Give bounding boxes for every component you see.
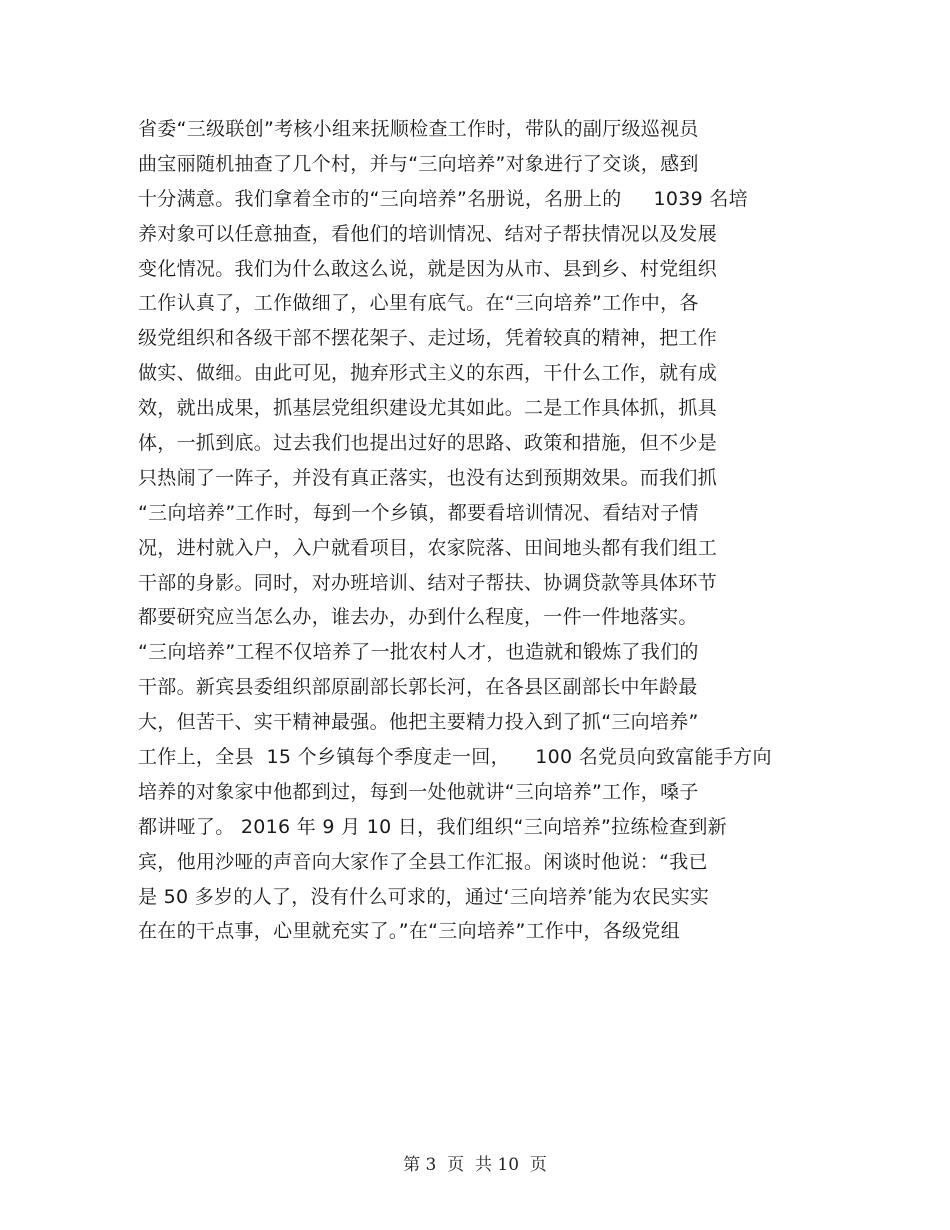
text-line: 养对象可以任意抽查，看他们的培训情况、结对子帮扶情况以及发展 [138,222,718,245]
text-line: 级党组织和各级干部不摆花架子、走过场，凭着较真的精神，把工作 [138,327,718,350]
text-line: “三向培养”工作时，每到一个乡镇，都要看培训情况、看结对子情 [138,501,699,524]
text-line: “三向培养”工程不仅培养了一批农村人才，也造就和锻炼了我们的 [138,641,699,664]
text-line: 宾，他用沙哑的声音向大家作了全县工作汇报。闲谈时他说：“我已 [138,850,708,873]
text-line: 效，就出成果，抓基层党组织建设尤其如此。二是工作具体抓，抓具 [138,397,718,420]
text-line: 做实、做细。由此可见，抛弃形式主义的东西，干什么工作，就有成 [138,362,718,385]
text-line: 工作认真了，工作做细了，心里有底气。在“三向培养”工作中，各 [138,292,699,315]
text-line: 干部的身影。同时，对办班培训、结对子帮扶、协调贷款等具体环节 [138,571,718,594]
page-number-footer: 第 3 页 共 10 页 [403,1155,547,1175]
text-line: 大，但苦干、实干精神最强。他把主要精力投入到了抓“三向培养” [138,711,699,734]
text-line: 况，进村就入户，入户就看项目，农家院落、田间地头都有我们组工 [138,536,718,559]
text-line: 培养的对象家中他都到过，每到一处他就讲“三向培养”工作，嗓子 [138,780,699,803]
text-line: 是 50 多岁的人了，没有什么可求的，通过‘三向培养’能为农民实实 [138,885,710,908]
text-line: 在在的干点事，心里就充实了。”在“三向培养”工作中，各级党组 [138,920,681,943]
text-line: 都讲哑了。 2016 年 9 月 10 日，我们组织“三向培养”拉练检查到新 [138,815,727,838]
body-text [138,112,858,949]
text-line: 省委“三级联创”考核小组来抚顺检查工作时，带队的副厅级巡视员 [138,118,699,140]
text-line: 曲宝丽随机抽查了几个村，并与“三向培养”对象进行了交谈，感到 [138,152,699,175]
text-line: 工作上，全县 15 个乡镇每个季度走一回， 100 名党员向致富能手方向 [138,746,772,769]
text-line: 体，一抓到底。过去我们也提出过好的思路、政策和措施，但不少是 [138,432,718,455]
text-line: 只热闹了一阵子，并没有真正落实，也没有达到预期效果。而我们抓 [138,466,718,489]
text-line: 都要研究应当怎么办，谁去办，办到什么程度，一件一件地落实。 [138,606,698,629]
text-line: 十分满意。我们拿着全市的“三向培养”名册说，名册上的 1039 名培 [138,187,748,210]
text-line: 变化情况。我们为什么敢这么说，就是因为从市、县到乡、村党组织 [138,257,718,280]
text-line: 干部。新宾县委组织部原副部长郭长河，在各县区副部长中年龄最 [138,676,698,699]
